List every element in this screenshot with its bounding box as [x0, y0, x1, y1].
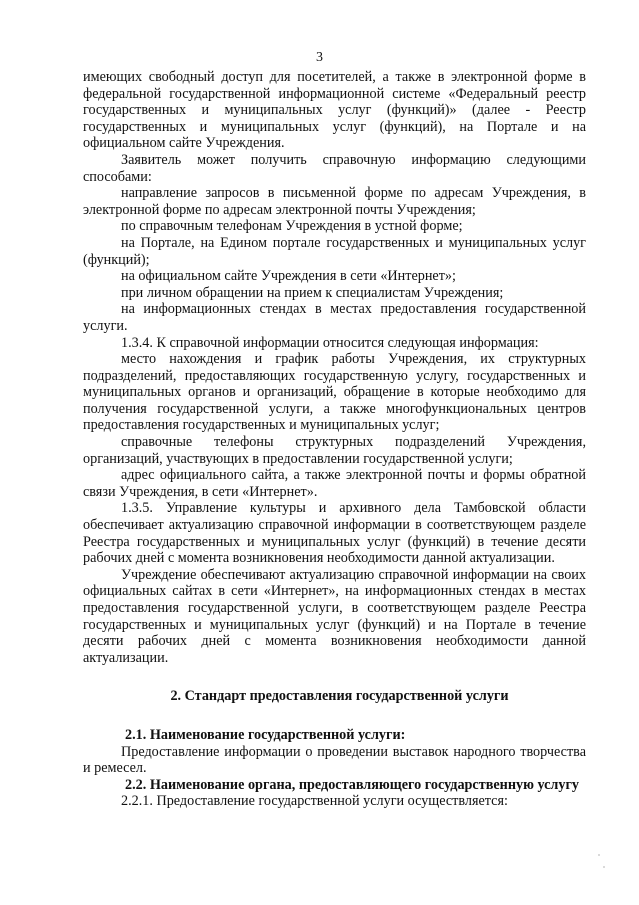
list-item: на Портале, на Едином портале государственных и муниципальных услуг (функций);: [83, 234, 586, 268]
list-item: при личном обращении на прием к специалистам Учреждения;: [121, 284, 504, 301]
document-body: [83, 69, 586, 810]
paragraph: 1.3.4. К справочной информации относится следующая информация:: [121, 334, 539, 351]
list-item: адрес официального сайта, а также электронной почты и формы обратной связи Учреждения, в сети «Интернет».: [83, 467, 586, 500]
paragraph: Предоставление информации о проведении выставок народного творчества и ремесел.: [83, 743, 586, 777]
list-item: на официальном сайте Учреждения в сети «Интернет»;: [121, 268, 456, 285]
page-number: 3: [316, 50, 323, 65]
list-item: место нахождения и график работы Учреждения, их структурных подразделений, предоставляющих государственную услугу, государственных и муниципальных органов и организаций, обращение в которые необходимо для получения государственной услуги, а также многофункциональных центров предоставления государственных и муниципальных услуг;: [83, 351, 586, 434]
list-item: на информационных стендах в местах предоставления государственной услуги.: [83, 301, 586, 334]
paragraph: Заявитель может получить справочную информацию следующими способами:: [83, 151, 586, 185]
section-heading: 2. Стандарт предоставления государственной услуги: [170, 688, 509, 705]
list-item: направление запросов в письменной форме по адресам Учреждения, в электронной форме по адресам электронной почты Учреждения;: [83, 185, 586, 218]
paragraph: Учреждение обеспечивают актуализацию справочной информации на своих официальных сайтах в сети «Интернет», на информационных стендах в местах предоставления государственной услуги, в соответствующем разделе Реестра государственных и муниципальных услуг (функций) и на Портале в течение десяти рабочих дней с момента возникновения необходимости данной актуализации.: [83, 566, 586, 666]
list-item: по справочным телефонам Учреждения в устной форме;: [121, 218, 463, 235]
scan-speck: [603, 866, 605, 868]
paragraph: 2.2.1. Предоставление государственной услуги осуществляется:: [121, 793, 508, 810]
scan-speck: [598, 854, 600, 856]
paragraph: имеющих свободный доступ для посетителей, а также в электронной форме в федеральной государственной информационной системе «Федеральный реестр государственных и муниципальных услуг (функций)» (далее - Реестр государственных и муниципальных услуг (функций), на Портале и на официальном сайте Учреждения.: [83, 69, 586, 152]
subsection-heading: 2.1. Наименование государственной услуги:: [125, 726, 406, 743]
paragraph: 1.3.5. Управление культуры и архивного дела Тамбовской области обеспечивает актуализацию справочной информации в соответствующем разделе Реестра государственных и муниципальных услуг (функций) в течение десяти рабочих дней с момента возникновения необходимости данной актуализации.: [83, 500, 586, 567]
subsection-heading: 2.2. Наименование органа, предоставляющего государственную услугу: [125, 776, 580, 793]
list-item: справочные телефоны структурных подразделений Учреждения, организаций, участвующих в предоставлении государственной услуги;: [83, 434, 586, 467]
